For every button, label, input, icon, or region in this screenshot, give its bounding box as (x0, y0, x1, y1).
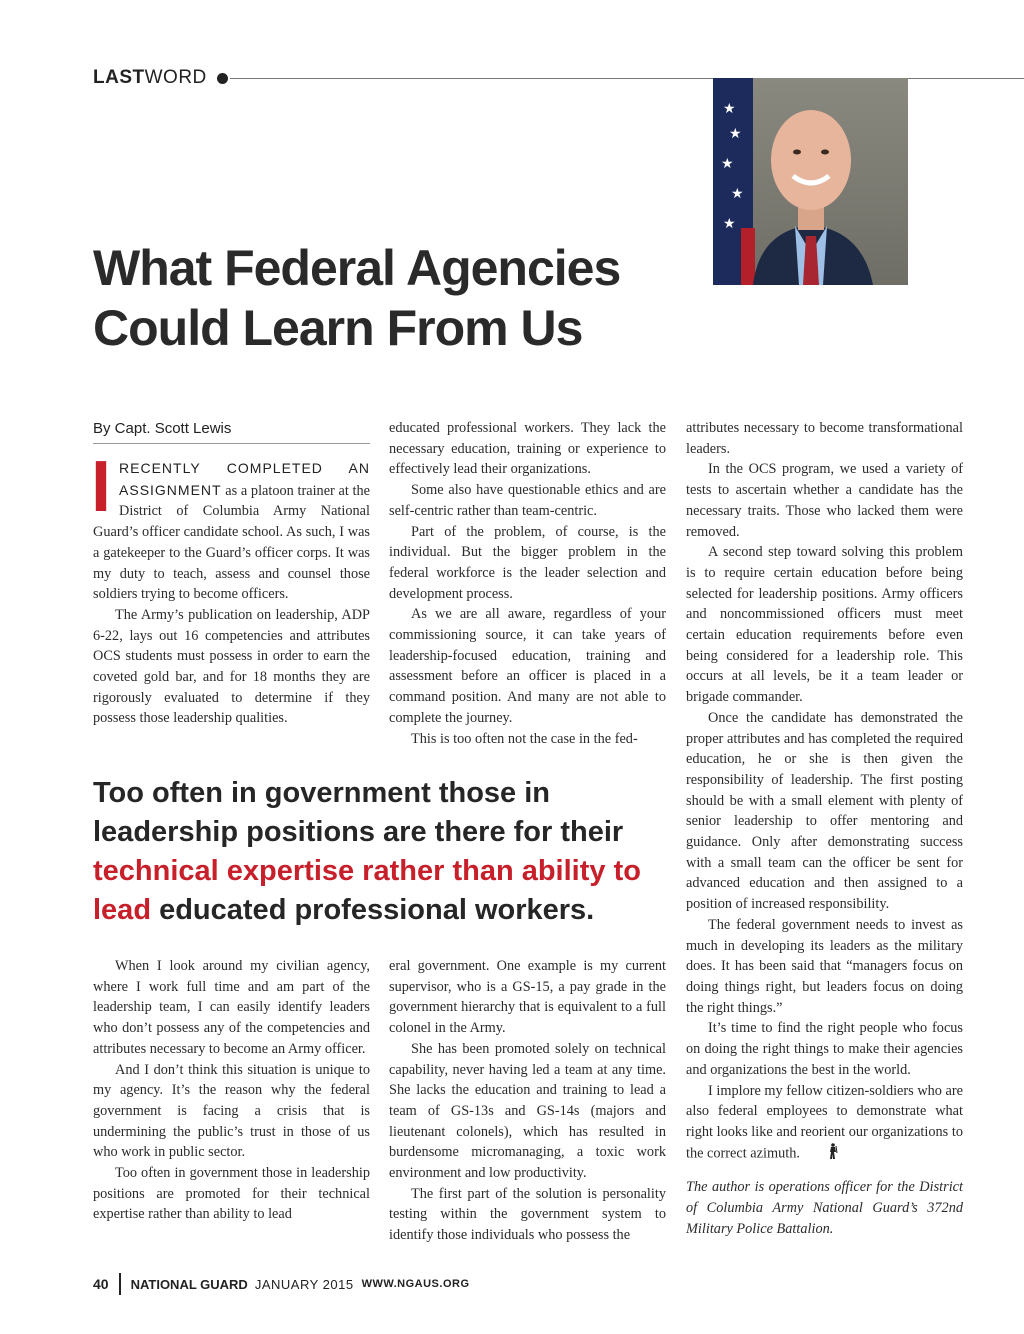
paragraph-final (686, 1081, 963, 1166)
svg-text:★: ★ (731, 186, 744, 202)
paragraph (91, 447, 370, 605)
paragraph-text: I implore my fellow citizen-soldiers who are also federal employees to demonstrate what right looks like and reorient our organizations to the correct azimuth. (686, 1082, 963, 1162)
pull-quote-text-end: educated professional workers. (151, 894, 595, 926)
paragraph: This is too often not the case in the fed- (411, 730, 638, 747)
website: WWW.NGAUS.ORG (361, 1278, 470, 1290)
lead-in-caps: RECENTLY COMPLETED AN ASSIGNMENT (119, 460, 370, 498)
pull-quote-highlight: technical expertise rather than ability to lead (93, 855, 641, 926)
svg-text:★: ★ (729, 126, 742, 142)
headline-line-1: What Federal Agencies (93, 240, 621, 296)
paragraph: When I look around my civilian agency, where I work full time and am part of the leadership team, I can easily identify leaders who don’t possess any of the competencies and attributes necessary to become an Army officer. (93, 958, 370, 1057)
author-credit: The author is operations officer for the District of Columbia Army National Guard’s 372nd Military Police Battalion. (686, 1179, 963, 1237)
paragraph: As we are all aware, regardless of your commissioning source, it can take years of leadership-focused education, training and assessment before an officer is placed in a command position. And many are not able to complete the journey. (389, 606, 666, 726)
column-3 (686, 418, 963, 1239)
paragraph: The Army’s publication on leadership, ADP 6-22, lays out 16 competencies and attributes OCS students must possess in order to earn the coveted gold bar, and for 18 months they are rigorously evaluated to determine if they possess those leadership qualities. (93, 606, 370, 727)
paragraph: The first part of the solution is personality testing within the government system to identify those individuals who possess the (389, 1185, 666, 1244)
magazine-name: NATIONAL GUARD (130, 1276, 248, 1292)
column-2-top (389, 418, 666, 749)
paragraph: A second step toward solving this problem is to require certain education before being selected for leadership positions. Army officers and noncommissioned officers must meet certain education requirements before even being considered for a leadership role. This occurs at all levels, be it a team leader or brigade commander. (686, 544, 963, 706)
paragraph-text: as a platoon trainer at the District of Columbia Army National Guard’s officer candidate school. As such, I was a gatekeeper to the Guard’s officer corps. It was my duty to teach, assess and counsel those soldiers trying to become officers. (93, 482, 370, 603)
pull-quote (93, 774, 663, 930)
page-number: 40 (93, 1276, 109, 1292)
paragraph: Once the candidate has demonstrated the proper attributes and has completed the required education, he or she is then given the responsibility of leadership. The first posting should be with a small element with plenty of senior leadership to offer mentoring and guidance. Only after demonstrating success with a small team can the officer be sent for advanced education and then assigned to a position of increased responsibility. (686, 709, 963, 913)
drop-cap: I (91, 447, 112, 527)
column-1-top (91, 447, 370, 729)
headline-line-2: Could Learn From Us (93, 300, 583, 356)
pull-quote-text: Too often in government those in leadership positions are there for their (93, 777, 624, 848)
paragraph: She has been promoted solely on technical capability, never having led a team at any time. She lacks the education and training to lead a team of GS-13s and GS-14s (majors and lieutenant colonels), which has resulted in burdensome micromanaging, a toxic work environment and low productivity. (389, 1040, 666, 1182)
paragraph: eral government. One example is my current supervisor, who is a GS-15, a pay grade in the government hierarchy that is equivalent to a full colonel in the Army. (389, 958, 666, 1037)
author-photo (713, 78, 908, 285)
paragraph: Too often in government those in leadership positions are promoted for their technical expertise rather than ability to lead (93, 1165, 370, 1223)
paragraph: Some also have questionable ethics and are self-centric rather than team-centric. (389, 482, 666, 519)
paragraph: In the OCS program, we used a variety of tests to ascertain whether a candidate has the necessary traits. Those who lacked them were removed. (686, 461, 963, 540)
headline (93, 238, 713, 358)
byline: By Capt. Scott Lewis (93, 420, 370, 444)
footer-divider (119, 1273, 121, 1295)
issue-date: JANUARY 2015 (254, 1276, 354, 1292)
svg-text:★: ★ (721, 156, 734, 172)
section-label-light: WORD (144, 67, 207, 88)
section-label-bold: LAST (93, 67, 145, 88)
column-2-bottom (389, 956, 666, 1246)
column-1-bottom (93, 956, 370, 1225)
bullet-icon (217, 73, 228, 84)
paragraph: It’s time to find the right people who focus on doing the right things to make their agencies and organizations the best in the world. (686, 1020, 963, 1078)
paragraph: And I don’t think this situation is unique to my agency. It’s the reason why the federal government is facing a crisis that is undermining the public’s trust in those of us who work in public sector. (93, 1061, 370, 1161)
svg-text:★: ★ (723, 216, 736, 232)
paragraph: educated professional workers. They lack the necessary education, training or experience to effectively lead their organizations. (389, 420, 666, 478)
paragraph: attributes necessary to become transformational leaders. (686, 420, 963, 457)
page-footer (93, 1273, 470, 1295)
paragraph: The federal government needs to invest as much in developing its leaders as the military does. It has been said that “managers focus on doing things right, but leaders focus on doing the right things.” (686, 916, 963, 1016)
minuteman-icon (806, 1143, 838, 1166)
author-portrait-icon (713, 78, 908, 285)
paragraph: Part of the problem, of course, is the individual. But the bigger problem in the federal workforce is the leader selection and development process. (389, 523, 666, 602)
svg-text:★: ★ (723, 101, 736, 117)
